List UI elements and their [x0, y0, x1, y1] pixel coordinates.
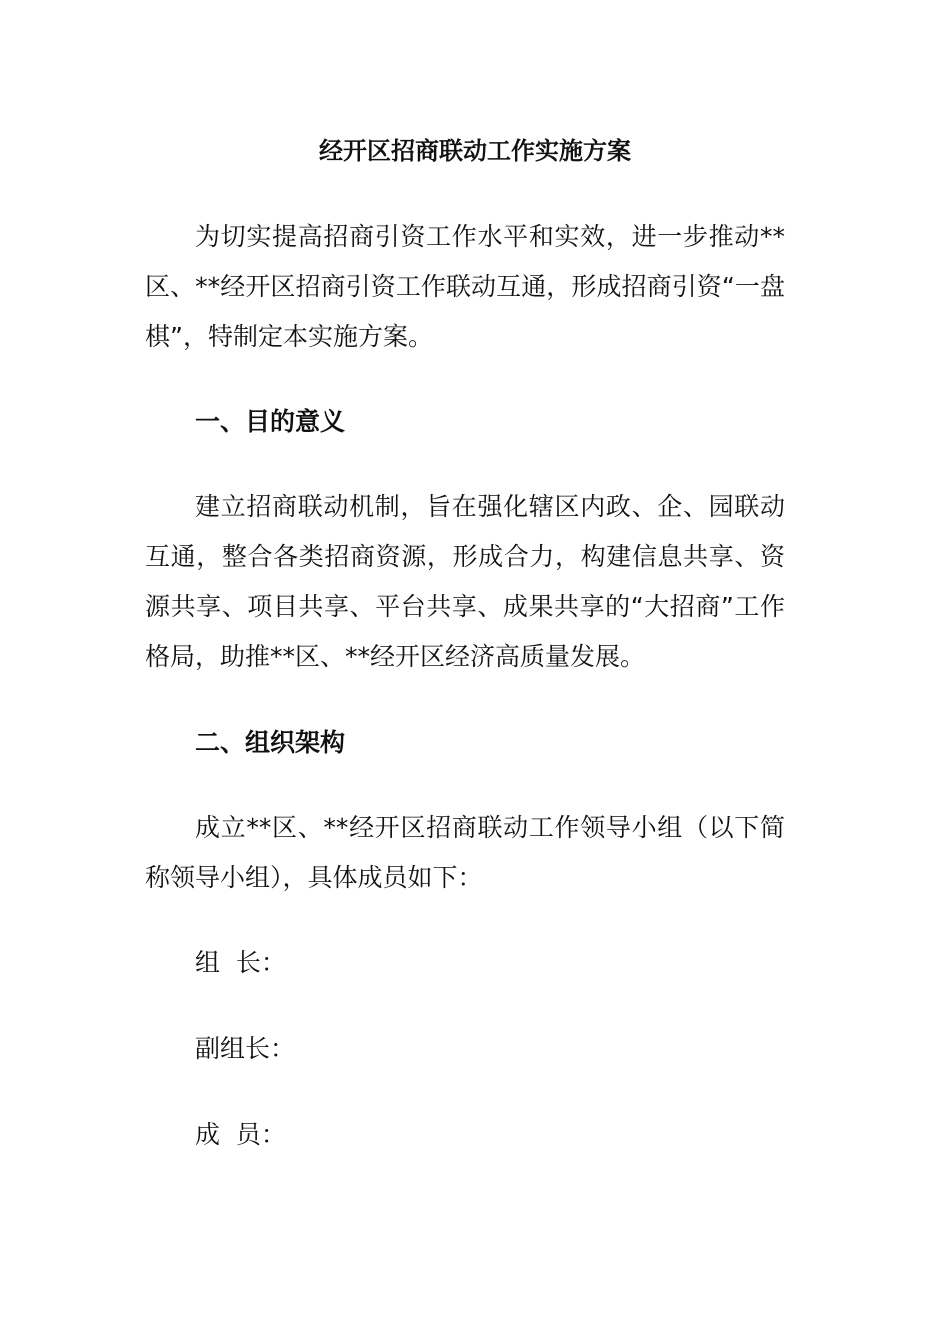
- member-label: 成 员：: [195, 1120, 286, 1149]
- section-1-paragraph: 建立招商联动机制，旨在强化辖区内政、企、园联动互通，整合各类招商资源，形成合力，构建信息共享、资源共享、项目共享、平台共享、成果共享的“大招商”工作格局，助推**区、**经开区经济高质量发展。: [145, 492, 785, 671]
- leader-label: 组 长：: [195, 948, 286, 977]
- intro-paragraph: 为切实提高招商引资工作水平和实效，进一步推动**区、**经开区招商引资工作联动互通，形成招商引资“一盘棋”，特制定本实施方案。: [145, 222, 785, 351]
- document-title: 经开区招商联动工作实施方案: [319, 137, 631, 165]
- deputy-leader-label: 副组长：: [195, 1034, 296, 1063]
- section-1-heading: 一、目的意义: [195, 407, 346, 436]
- section-2-heading: 二、组织架构: [195, 728, 346, 757]
- section-2-paragraph: 成立**区、**经开区招商联动工作领导小组（以下简称领导小组），具体成员如下：: [145, 813, 785, 892]
